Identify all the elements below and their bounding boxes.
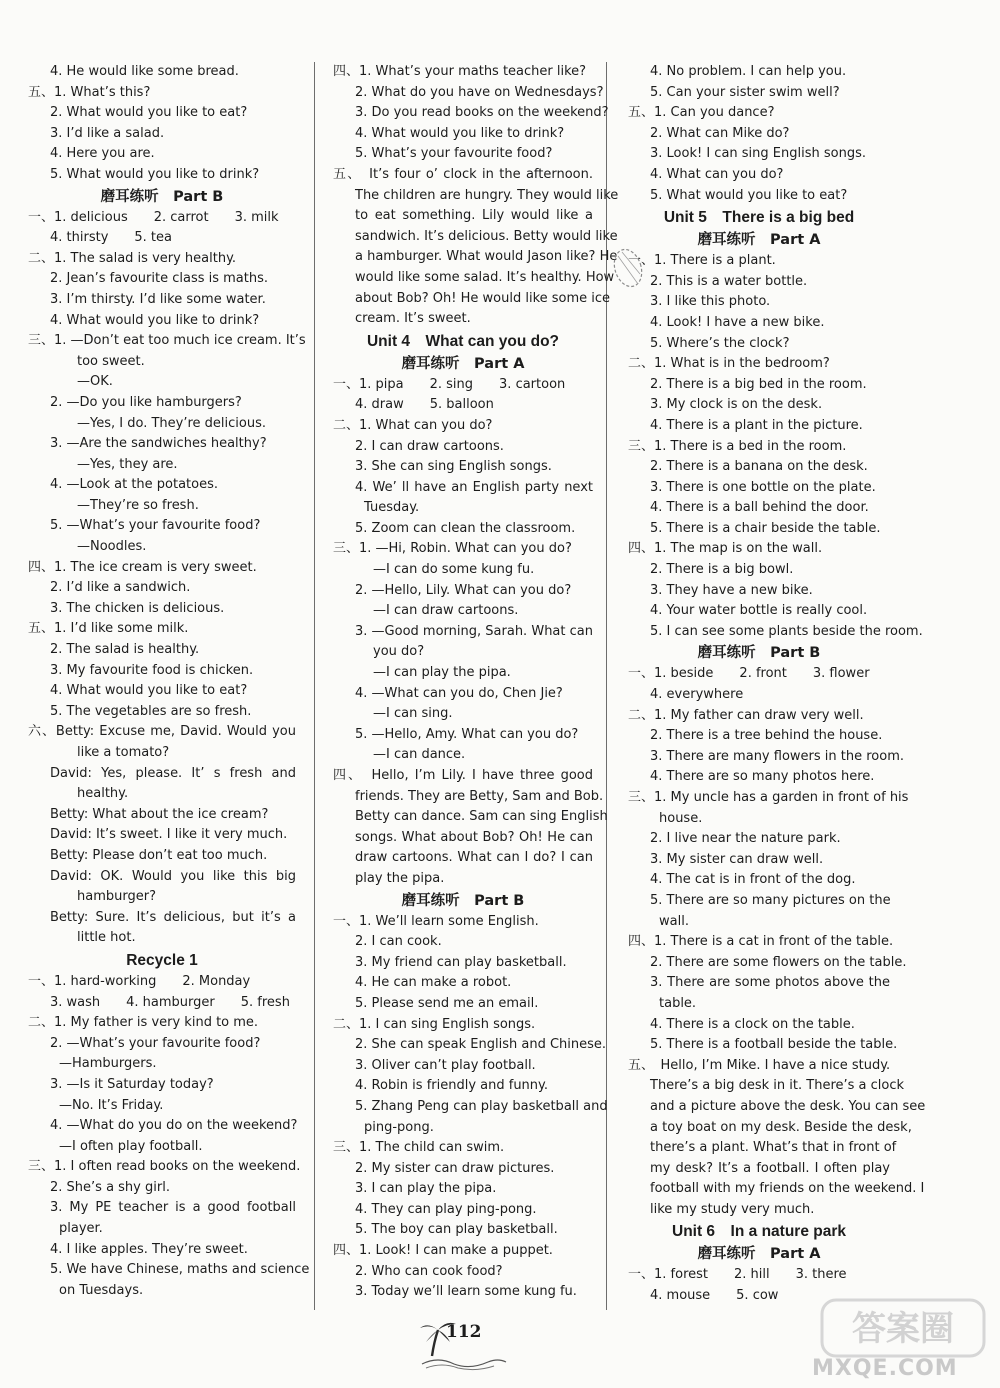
answer-line: cream. It’s sweet. [355, 311, 471, 327]
answer-line: 5. —What’s your favourite food? [50, 518, 261, 534]
section-heading: 磨耳练听 Part A [697, 232, 821, 249]
answer-line: 2. My sister can draw pictures. [355, 1160, 555, 1176]
answer-line: The children are hungry. They would like [355, 187, 619, 203]
answer-line: 5. There is a chair beside the table. [650, 520, 881, 536]
answer-line: 4. He can make a robot. [355, 975, 512, 991]
answer-line: 二、1. I can sing English songs. [333, 1016, 536, 1032]
answer-line: 4. There are so many photos here. [650, 769, 875, 785]
answer-line: —Noodles. [77, 539, 147, 555]
unit-heading: Unit 5 There is a big bed [663, 209, 855, 227]
answer-line: draw cartoons. What can I do? I can [355, 850, 593, 866]
answer-line: 二、1. My father is very kind to me. [28, 1015, 259, 1031]
answer-line: 3. Oliver can’t play football. [355, 1057, 536, 1073]
answer-line: 2. Jean’s favourite class is maths. [50, 271, 269, 287]
unit-heading: Unit 6 In a nature park [672, 1223, 846, 1241]
answer-line: 4. mouse 5. cow [650, 1288, 779, 1304]
section-heading: 磨耳练听 Part A [401, 355, 525, 372]
answer-line: 2. —Hello, Lily. What can you do? [355, 582, 572, 598]
answer-line: 5. What would you like to eat? [650, 187, 848, 203]
answer-line: —I can play the pipa. [373, 665, 511, 681]
answer-line: 2. This is a water bottle. [650, 273, 808, 289]
answer-line: like my study very much. [650, 1201, 815, 1217]
answer-line: table. [659, 995, 697, 1011]
answer-line: 3. Today we’ll learn some kung fu. [355, 1284, 577, 1300]
answer-line: 2. There are some flowers on the table. [650, 954, 907, 970]
answer-line: 3. There is one bottle on the plate. [650, 479, 876, 495]
answer-line: 三、1. I often read books on the weekend. [28, 1159, 301, 1175]
answer-line: songs. What about Bob? Oh! He can [355, 829, 593, 845]
answer-line: —Yes, I do. They’re delicious. [77, 415, 266, 431]
answer-line: 5. I can see some plants beside the room. [650, 623, 923, 639]
answer-line: 四、 Hello, I’m Lily. I have three good [333, 768, 593, 783]
answer-line: 3. I’m thirsty. I’d like some water. [50, 291, 266, 307]
answer-line: 5. What would you like to drink? [50, 166, 260, 182]
answer-line: Betty can dance. Sam can sing English [355, 809, 608, 825]
answer-line: 5. We have Chinese, maths and science [50, 1262, 310, 1278]
answer-line: my desk? It’s a football. I often play [650, 1160, 890, 1176]
answer-line: 4. No problem. I can help you. [650, 64, 847, 79]
answer-column-1 [28, 62, 310, 1301]
section-heading: 磨耳练听 Part B [401, 892, 525, 909]
answer-line: house. [659, 810, 703, 826]
answer-line: 一、1. We’ll learn some English. [333, 913, 539, 929]
answer-line: —OK. [77, 374, 113, 390]
answer-line: 2. What do you have on Wednesdays? [355, 84, 604, 100]
ink-stamp-mark [612, 244, 646, 298]
answer-line: too sweet. [77, 353, 145, 369]
answer-line: 一、1. delicious 2. carrot 3. milk [28, 209, 279, 225]
answer-line: 2. There is a big bed in the room. [650, 376, 867, 392]
answer-line: 三、1. The child can swim. [333, 1140, 505, 1156]
answer-line: 5. What’s your favourite food? [355, 146, 553, 162]
answer-line: football with my friends on the weekend. I [650, 1181, 925, 1197]
answer-line: —Hamburgers. [59, 1056, 157, 1072]
answer-line: 4. There is a clock on the table. [650, 1016, 855, 1032]
answer-line: —I can sing. [373, 706, 453, 722]
answer-line: 四、1. What’s your maths teacher like? [333, 64, 587, 79]
svg-text:答案圈: 答案圈 [852, 1309, 954, 1349]
answer-line: 3. I can play the pipa. [355, 1181, 497, 1197]
answer-line: 3. My sister can draw well. [650, 851, 824, 867]
answer-line: 4. —Look at the potatoes. [50, 477, 219, 493]
answer-line: 5. Zoom can clean the classroom. [355, 520, 576, 536]
answer-line: player. [59, 1221, 103, 1237]
answer-line: 2. I can cook. [355, 934, 442, 950]
answer-line: about Bob? Oh! He would like some ice [355, 290, 611, 306]
watermark-logo [818, 1296, 988, 1360]
answer-line: 4. —What can you do, Chen Jie? [355, 685, 563, 701]
answer-line: David: OK. Would you like this big [50, 868, 296, 884]
answer-line: 四、1. The ice cream is very sweet. [28, 559, 257, 575]
answer-line: 2. —Do you like hamburgers? [50, 394, 242, 410]
column-divider [314, 62, 315, 1310]
answer-line: would like some salad. It’s healthy. How [355, 269, 615, 285]
answer-line: 2. She’s a shy girl. [50, 1179, 170, 1195]
unit-heading: Recycle 1 [126, 951, 198, 969]
answer-line: there’s a plant. What’s that in front of [650, 1140, 897, 1156]
answer-line: 五、1. I’d like some milk. [28, 621, 189, 637]
answer-line: 2. I’d like a sandwich. [50, 580, 191, 596]
answer-line: 4. We’ ll have an English party next [355, 479, 593, 495]
answer-line: a hamburger. What would Jason like? He [355, 249, 618, 265]
answer-line: 5. The vegetables are so fresh. [50, 703, 252, 719]
answer-line: 4. The cat is in front of the dog. [650, 872, 856, 888]
answer-line: Tuesday. [364, 500, 420, 516]
answer-line: 3. My friend can play basketball. [355, 954, 567, 970]
answer-line: 一、1. pipa 2. sing 3. cartoon [333, 376, 566, 392]
answer-line: 2. There is a big bowl. [650, 562, 794, 578]
answer-line: 五、 Hello, I’m Mike. I have a nice study. [628, 1057, 891, 1073]
answer-line: 5. Can your sister swim well? [650, 84, 840, 100]
answer-line: 2. I live near the nature park. [650, 831, 841, 847]
answer-line: 二、1. What can you do? [333, 417, 493, 433]
answer-line: 4. Your water bottle is really cool. [650, 603, 868, 619]
answer-line: 一、1. forest 2. hill 3. there [628, 1267, 847, 1283]
answer-line: —I often play football. [59, 1138, 203, 1154]
answer-line: 2. There is a tree behind the house. [650, 728, 883, 744]
answer-line: 4. draw 5. balloon [355, 397, 494, 413]
answer-line: 4. I like apples. They’re sweet. [50, 1241, 248, 1257]
answer-line: 4. There is a ball behind the door. [650, 500, 869, 516]
answer-line: 3. I’d like a salad. [50, 125, 165, 141]
answer-line: 3. Do you read books on the weekend? [355, 105, 609, 121]
answer-line: 2. —What’s your favourite food? [50, 1035, 261, 1051]
answer-line: 三、1. —Don’t eat too much ice cream. It’s [28, 333, 306, 349]
answer-line: healthy. [77, 786, 129, 802]
answer-line: wall. [659, 913, 689, 929]
answer-line: —They’re so fresh. [77, 497, 199, 513]
answer-line: 4. everywhere [650, 687, 744, 703]
answer-column-3 [628, 62, 926, 1307]
answer-line: 2. What can Mike do? [650, 125, 790, 141]
answer-line: 4. What would you like to drink? [355, 125, 565, 141]
answer-line: 2. She can speak English and Chinese. [355, 1037, 607, 1053]
answer-line: 3. They have a new bike. [650, 582, 813, 598]
answer-line: 3. My PE teacher is a good football [50, 1200, 296, 1216]
answer-line: 3. My clock is on the desk. [650, 397, 823, 413]
answer-line: David: Yes, please. It’ s fresh and [50, 765, 296, 781]
palm-tree-ornament [418, 1312, 508, 1372]
answer-line: 二、1. What is in the bedroom? [628, 356, 830, 372]
answer-line: 4. —What do you do on the weekend? [50, 1118, 298, 1134]
answer-line: friends. They are Betty, Sam and Bob. [355, 788, 604, 804]
answer-line: on Tuesdays. [59, 1282, 144, 1298]
answer-line: 5. —Hello, Amy. What can you do? [355, 726, 579, 742]
answer-line: 三、1. There is a bed in the room. [628, 438, 847, 454]
answer-line: 4. Here you are. [50, 146, 155, 162]
answer-line: and a picture above the desk. You can see [650, 1098, 926, 1114]
answer-line: 三、1. My uncle has a garden in front of his [628, 790, 909, 805]
answer-line: 2. I can draw cartoons. [355, 438, 504, 454]
answer-line: ping-pong. [364, 1119, 434, 1135]
answer-line: 三、1. —Hi, Robin. What can you do? [333, 541, 572, 557]
answer-line: 3. She can sing English songs. [355, 459, 552, 475]
watermark-text: MXQE.COM [812, 1356, 958, 1381]
page-number: 112 [446, 1322, 482, 1342]
answer-column-2 [333, 62, 619, 1303]
answer-line: little hot. [77, 930, 136, 946]
answer-line: you do? [373, 644, 425, 660]
answer-line: 3. My favourite food is chicken. [50, 662, 254, 678]
answer-line: 4. Look! I have a new bike. [650, 314, 825, 330]
answer-line: 3. wash 4. hamburger 5. fresh [50, 994, 290, 1010]
answer-line: —I can do some kung fu. [373, 562, 535, 578]
answer-line: 3. —Is it Saturday today? [50, 1076, 214, 1092]
answer-line: 5. Zhang Peng can play basketball and [355, 1098, 608, 1114]
answer-line: 2. There is a banana on the desk. [650, 459, 868, 475]
answer-line: 3. —Are the sandwiches healthy? [50, 436, 267, 452]
answer-line: 五、1. Can you dance? [628, 105, 775, 121]
answer-line: 5. There is a football beside the table. [650, 1037, 898, 1053]
answer-line: —No. It’s Friday. [59, 1097, 164, 1113]
answer-line: 3. There are many flowers in the room. [650, 748, 904, 764]
answer-line: play the pipa. [355, 870, 445, 886]
answer-line: 四、1. Look! I can make a puppet. [333, 1243, 553, 1259]
answer-line: 2. Who can cook food? [355, 1263, 503, 1279]
answer-line: 2. What would you like to eat? [50, 105, 248, 121]
section-heading: 磨耳练听 Part B [100, 188, 224, 205]
answer-line: David: It’s sweet. I like it very much. [50, 827, 288, 843]
unit-heading: Unit 4 What can you do? [366, 332, 560, 350]
answer-line: to eat something. Lily would like a [355, 208, 593, 224]
answer-line: —I can draw cartoons. [373, 603, 519, 619]
answer-line: 5. Where’s the clock? [650, 335, 790, 351]
answer-line: 2. The salad is healthy. [50, 642, 200, 658]
answer-line: 4. There is a plant in the picture. [650, 417, 863, 433]
answer-line: 4. What would you like to drink? [50, 312, 260, 328]
answer-line: 4. He would like some bread. [50, 64, 239, 79]
answer-line: like a tomato? [77, 745, 170, 760]
answer-line: 一、1. hard-working 2. Monday [28, 973, 251, 989]
answer-line: 二、1. My father can draw very well. [628, 707, 864, 723]
answer-line: —Yes, they are. [77, 456, 178, 472]
answer-line: a toy boat on my desk. Beside the desk, [650, 1119, 912, 1135]
answer-line: 4. What would you like to eat? [50, 683, 248, 699]
answer-line: 3. There are some photos above the [650, 975, 890, 991]
answer-line: sandwich. It’s delicious. Betty would like [355, 228, 618, 244]
answer-line: 四、1. The map is on the wall. [628, 541, 823, 557]
answer-line: There’s a big desk in it. There’s a clock [650, 1078, 905, 1094]
section-heading: 磨耳练听 Part A [697, 1246, 821, 1263]
answer-line: Betty: Please don’t eat too much. [50, 847, 268, 863]
answer-line: 3. I like this photo. [650, 294, 771, 310]
answer-line: 一、1. beside 2. front 3. flower [628, 666, 870, 682]
answer-line: 4. What can you do? [650, 166, 784, 182]
answer-line: 二、1. The salad is very healthy. [28, 250, 237, 266]
answer-line: Betty: Sure. It’s delicious, but it’s a [50, 909, 296, 925]
answer-line: 3. —Good morning, Sarah. What can [355, 623, 593, 639]
section-heading: 磨耳练听 Part B [697, 645, 821, 662]
answer-line: 5. There are so many pictures on the [650, 892, 891, 908]
answer-line: 4. thirsty 5. tea [50, 230, 172, 246]
answer-line: 四、1. There is a cat in front of the table. [628, 934, 894, 950]
answer-line: 4. Robin is friendly and funny. [355, 1078, 549, 1094]
answer-line: 五、 It’s four o’ clock in the afternoon. [333, 166, 593, 182]
answer-line: 五、1. What’s this? [28, 84, 151, 100]
answer-line: 4. They can play ping-pong. [355, 1201, 537, 1217]
answer-line: 5. Please send me an email. [355, 995, 539, 1011]
answer-line: 3. Look! I can sing English songs. [650, 146, 866, 162]
answer-line: Betty: What about the ice cream? [50, 806, 269, 822]
answer-line: 六、Betty: Excuse me, David. Would you [28, 724, 296, 740]
answer-line: 3. The chicken is delicious. [50, 600, 225, 616]
answer-line: —I can dance. [373, 747, 466, 763]
answer-line: hamburger? [77, 889, 156, 905]
answer-line: 一、1. There is a plant. [628, 253, 776, 269]
answer-line: 5. The boy can play basketball. [355, 1222, 558, 1238]
